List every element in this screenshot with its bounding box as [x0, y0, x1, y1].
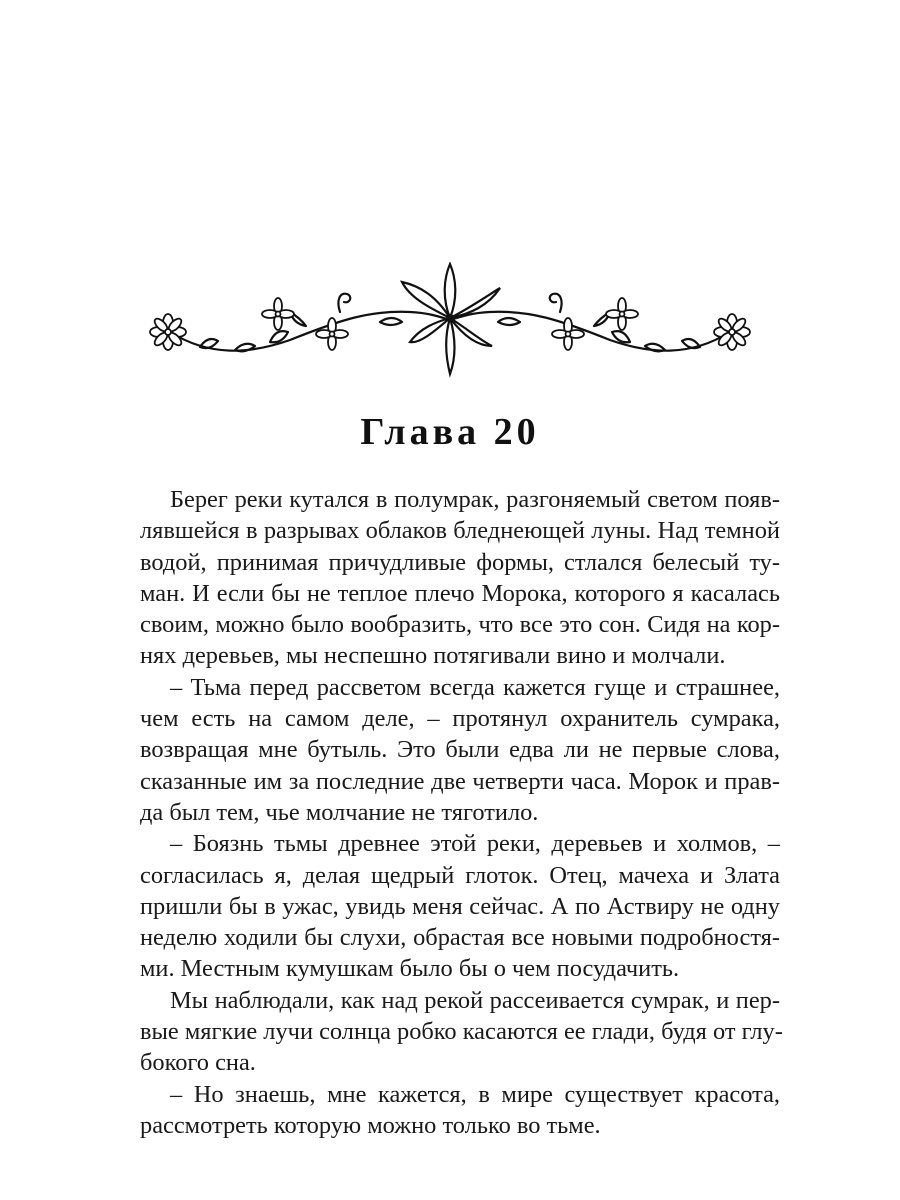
text-line: сказанные им за последние две четверти часа. Морок и прав-	[140, 767, 780, 795]
text-line: рассмотреть которую можно только во тьме.	[140, 1111, 601, 1139]
text-line: – Но знаешь, мне кажется, в мире существует красота,	[170, 1080, 780, 1108]
text-line: своим, можно было вообразить, что все это сон. Сидя на кор-	[140, 611, 780, 639]
text-line: – Боязнь тьмы древнее этой реки, деревьев и холмов, –	[170, 830, 780, 858]
text-line: Берег реки кутался в полумрак, разгоняемый светом появ-	[170, 486, 780, 513]
text-line: Мы наблюдали, как над рекой рассеивается сумрак, и пер-	[170, 986, 780, 1014]
text-line: да был тем, чье молчание не тяготило.	[140, 798, 539, 826]
text-line: – Тьма перед рассветом всегда кажется гуще и страшнее,	[170, 673, 780, 701]
text-line: неделю ходили бы слухи, обрастая все новыми подробностя-	[140, 924, 780, 952]
text-line: водой, принимая причудливые формы, стлался белесый ту-	[140, 548, 780, 576]
text-line: возвращая мне бутыль. Это были едва ли не первые слова,	[140, 736, 780, 764]
text-line: лявшейся в разрывах облаков бледнеющей луны. Над темной	[140, 517, 780, 545]
chapter-title: Глава 20	[360, 411, 540, 453]
floral-vine-divider-icon	[140, 262, 760, 378]
text-line: ман. И если бы не теплое плечо Морока, которого я касалась	[140, 579, 780, 607]
text-line: ми. Местным кумушкам было бы о чем посудачить.	[140, 955, 680, 983]
text-line: чем есть на самом деле, – протянул охранитель сумрака,	[140, 705, 780, 733]
text-line: вые мягкие лучи солнца робко касаются ее глади, будя от глу-	[140, 1018, 783, 1046]
chapter-body	[140, 484, 783, 1141]
text-line: согласилась я, делая щедрый глоток. Отец, мачеха и Злата	[140, 861, 780, 889]
text-line: нях деревьев, мы неспешно потягивали вино и молчали.	[140, 642, 726, 670]
text-line: бокого сна.	[140, 1049, 256, 1077]
text-line: пришли бы в ужас, увидь меня сейчас. А по Аствиру не одну	[140, 892, 780, 920]
